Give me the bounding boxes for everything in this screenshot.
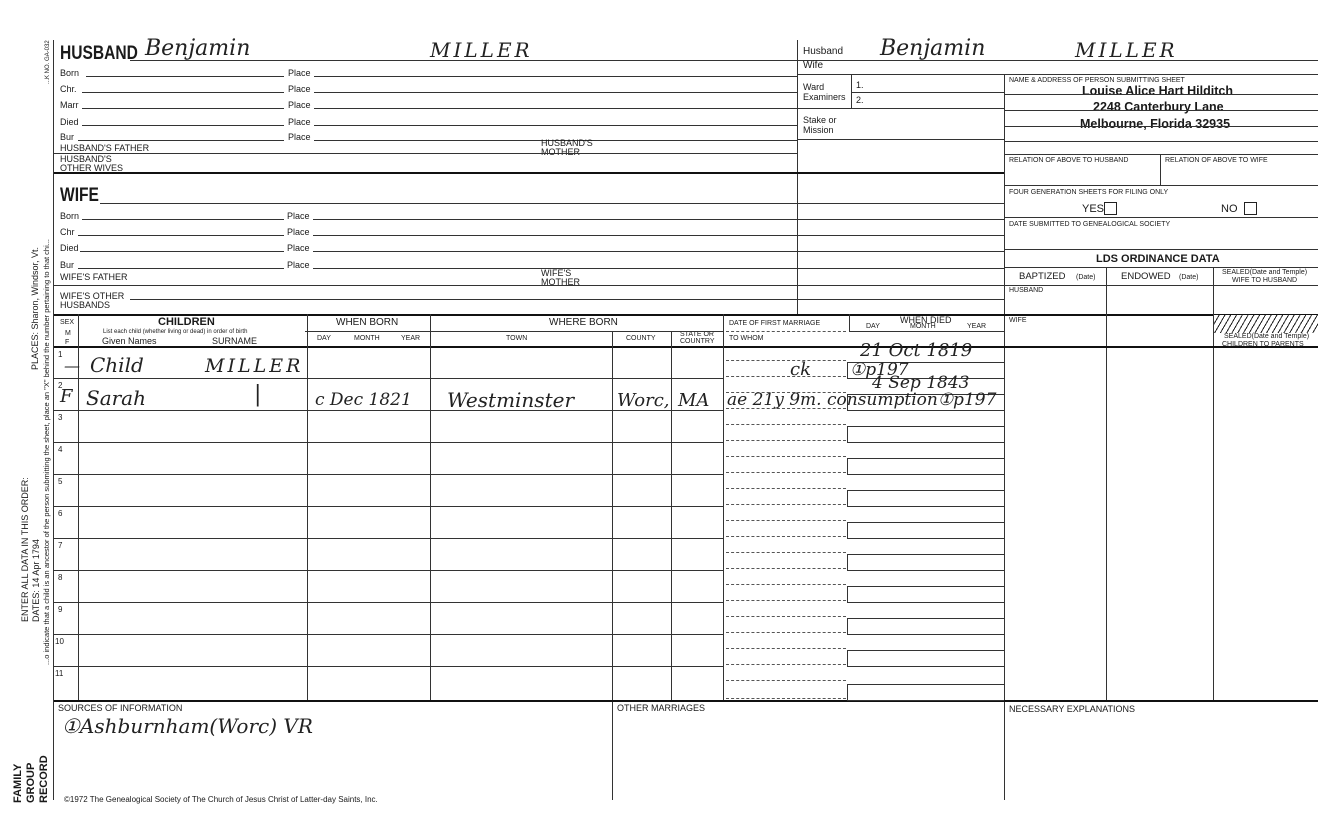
husband-mother-label: HUSBAND'S (541, 138, 593, 148)
margin-places: PLACES: Sharon, Windsor, Vt. (30, 246, 40, 370)
husband-given-name: Benjamin (145, 36, 251, 61)
child-1-surname: MILLER (205, 355, 304, 377)
margin-enter-order: ENTER ALL DATA IN THIS ORDER: (20, 477, 30, 622)
row-number: 11 (55, 669, 64, 678)
ward-label-2: Examiners (803, 92, 846, 102)
husband-chr-label: Chr. (60, 84, 77, 94)
wife-father-label: WIFE'S FATHER (60, 272, 128, 282)
place-label: Place (287, 227, 310, 237)
died-box-edge (847, 554, 848, 570)
sources-label: SOURCES OF INFORMATION (58, 703, 183, 713)
header-wife-label: Wife (803, 60, 823, 71)
header-husband-surname: MILLER (1075, 38, 1178, 62)
child-2-died: 4 Sep 1843 (872, 373, 970, 393)
wife-heading: WIFE (60, 185, 99, 206)
row-number: 8 (58, 573, 63, 582)
year-label: YEAR (401, 335, 421, 342)
wife-born-label: Born (60, 211, 80, 221)
died-base-line (847, 602, 1004, 603)
row-number: 6 (58, 509, 63, 518)
town-label: TOWN (506, 335, 528, 342)
examiner-1: 1. (856, 80, 864, 90)
sealed-children-label-2: CHILDREN TO PARENTS (1222, 341, 1304, 348)
child-2-born: c Dec 1821 (315, 390, 412, 410)
died-base-line (847, 410, 1004, 411)
right-divider (1004, 75, 1005, 800)
sex-f: F (65, 339, 70, 346)
surname-label: SURNAME (212, 336, 258, 346)
to-whom-line (726, 568, 846, 569)
place-label: Place (287, 260, 310, 270)
child-2-surname: | (254, 382, 262, 407)
when-died-label: WHEN DIED (900, 315, 952, 325)
header-husband-given: Benjamin (880, 36, 986, 61)
sources-value: ①Ashburnham(Worc) VR (62, 714, 313, 738)
died-line (847, 618, 1004, 619)
when-born-label: WHEN BORN (336, 317, 399, 328)
other-marriages-label: OTHER MARRIAGES (617, 703, 706, 713)
row-number: 9 (58, 605, 63, 614)
no-label: NO (1221, 203, 1238, 215)
to-whom-line (726, 472, 846, 473)
four-gen-label: FOUR GENERATION SHEETS FOR FILING ONLY (1009, 189, 1169, 196)
died-line (847, 522, 1004, 523)
husband-father-label: HUSBAND'S FATHER (60, 143, 150, 153)
place-label: Place (288, 117, 311, 127)
place-label: Place (287, 243, 310, 253)
row-number: 3 (58, 413, 63, 422)
month-label: MONTH (354, 335, 380, 342)
died-base-line (847, 506, 1004, 507)
to-whom-line (726, 376, 846, 377)
marriage-date-line (726, 584, 846, 585)
relation-husband-label: RELATION OF ABOVE TO HUSBAND (1009, 157, 1129, 164)
died-box-edge (847, 618, 848, 634)
children-note: List each child (whether living or dead) in order of birth (103, 329, 248, 335)
husband-heading: HUSBAND (60, 43, 138, 64)
marriage-date-line (726, 616, 846, 617)
wife-mother-label-2: MOTHER (541, 277, 580, 287)
husband-bur-label: Bur (60, 132, 75, 142)
marriage-date-line (726, 360, 846, 361)
ward-label: Ward (803, 82, 825, 92)
sex-label: SEX (60, 319, 75, 326)
hatched-cell (1214, 315, 1318, 333)
wife-other-husbands-label-2: HUSBANDS (60, 300, 111, 310)
died-box-edge (847, 586, 848, 602)
no-checkbox[interactable] (1244, 202, 1257, 215)
place-label: Place (288, 132, 311, 142)
place-label: Place (287, 211, 310, 221)
sealed-wife-label: SEALED(Date and Temple) (1222, 269, 1308, 276)
child-2-given: Sarah (86, 386, 146, 410)
form-title-3: RECORD (38, 755, 50, 803)
died-line (847, 458, 1004, 459)
wife-chr-label: Chr (60, 227, 75, 237)
center-divider (797, 40, 798, 315)
marriage-date-line (726, 520, 846, 521)
died-box-edge (847, 426, 848, 442)
child-2-state: MA (678, 390, 710, 411)
margin-dates: DATES: 14 Apr 1794 (31, 539, 41, 622)
submitter-label: NAME & ADDRESS OF PERSON SUBMITTING SHEET (1009, 77, 1185, 84)
state-label: STATE OR (680, 331, 714, 338)
wife-other-husbands-label: WIFE'S OTHER (60, 291, 125, 301)
died-base-line (847, 666, 1004, 667)
child-1-sex: — (64, 356, 80, 375)
child-2-town: Westminster (447, 388, 575, 412)
wife-mother-label: WIFE'S (541, 268, 572, 278)
husband-died-label: Died (60, 117, 79, 127)
to-whom-line (726, 600, 846, 601)
husband-surname: MILLER (430, 38, 533, 62)
child-1-died-note: ①p197 (850, 360, 909, 380)
children-label: CHILDREN (158, 316, 215, 328)
child-1-died: 21 Oct 1819 (860, 340, 973, 361)
died-line (847, 586, 1004, 587)
sealed-children-label: SEALED(Date and Temple) (1224, 333, 1310, 340)
state-label-2: COUNTRY (680, 338, 715, 345)
submitter-city: Melbourne, Florida 32935 (1080, 117, 1231, 131)
husband-marr-label: Marr (60, 100, 79, 110)
died-day-label: DAY (866, 323, 880, 330)
yes-label: YES (1082, 203, 1105, 215)
first-marriage-label: DATE OF FIRST MARRIAGE (729, 320, 821, 327)
died-line (847, 426, 1004, 427)
sealed-wife-label-2: WIFE TO HUSBAND (1232, 277, 1298, 284)
marriage-date-line (726, 456, 846, 457)
county-label: COUNTY (626, 335, 656, 342)
child-1-given: Child (90, 353, 144, 377)
marriage-date-line (726, 488, 846, 489)
husband-other-wives-label: HUSBAND'S (60, 154, 112, 164)
husband-born-label: Born (60, 68, 80, 78)
died-box-edge (847, 522, 848, 538)
examiner-2: 2. (856, 95, 864, 105)
lds-husband-label: HUSBAND (1009, 287, 1044, 294)
margin-indicate: ...o indicate that a child is an ancestor of the person submitting the sheet, place an "X" behind the number pertaining to that chi... (42, 238, 51, 665)
stake-label: Stake or (803, 115, 837, 125)
marriage-date-line (726, 680, 846, 681)
died-base-line (847, 474, 1004, 475)
row-number: 5 (58, 477, 63, 486)
died-base-line (847, 538, 1004, 539)
endowed-label: ENDOWED (1121, 271, 1171, 282)
died-line (847, 554, 1004, 555)
left-border (53, 40, 54, 800)
died-box-edge (847, 362, 848, 378)
wife-died-label: Died (60, 243, 79, 253)
died-line (847, 684, 1004, 685)
wife-bur-label: Bur (60, 260, 75, 270)
died-box-edge (847, 458, 848, 474)
marriage-date-line (726, 424, 846, 425)
child-2-marriage: ae 21y 9m. consumption①p197 (727, 390, 997, 410)
marriage-date-line (726, 648, 846, 649)
yes-checkbox[interactable] (1104, 202, 1117, 215)
necessary-explanations-label: NECESSARY EXPLANATIONS (1009, 704, 1136, 714)
to-whom-label: TO WHOM (729, 335, 764, 342)
row-number: 4 (58, 445, 63, 454)
submitter-street: 2248 Canterbury Lane (1093, 100, 1224, 114)
died-base-line (847, 570, 1004, 571)
child-1-marriage: ck (790, 359, 811, 380)
husband-other-wives-label-2: OTHER WIVES (60, 163, 124, 173)
form-number: ...K NO. GA-032 (45, 40, 51, 84)
died-box-edge (847, 650, 848, 666)
place-label: Place (288, 68, 311, 78)
place-label: Place (288, 100, 311, 110)
where-born-label: WHERE BORN (549, 317, 618, 328)
child-2-sex: F (60, 386, 73, 407)
row-number: 2 (58, 381, 63, 390)
died-base-line (847, 442, 1004, 443)
to-whom-line (726, 632, 846, 633)
died-line (847, 490, 1004, 491)
to-whom-line (726, 664, 846, 665)
submitter-name: Louise Alice Hart Hilditch (1082, 84, 1233, 98)
date-submitted-label: DATE SUBMITTED TO GENEALOGICAL SOCIETY (1009, 221, 1171, 228)
died-line (847, 650, 1004, 651)
lds-wife-label: WIFE (1009, 317, 1027, 324)
stake-label-2: Mission (803, 125, 834, 135)
endowed-date: (Date) (1179, 274, 1199, 281)
died-base-line (847, 634, 1004, 635)
row-number: 10 (55, 637, 64, 646)
died-year-label: YEAR (967, 323, 987, 330)
baptized-date: (Date) (1076, 274, 1096, 281)
place-label: Place (288, 84, 311, 94)
lds-title: LDS ORDINANCE DATA (1096, 253, 1220, 265)
to-whom-line (726, 698, 846, 699)
baptized-label: BAPTIZED (1019, 271, 1066, 282)
to-whom-line (726, 536, 846, 537)
died-box-edge (847, 684, 848, 700)
husband-mother-label-2: MOTHER (541, 147, 580, 157)
form-title: FAMILY (12, 763, 24, 803)
copyright: ©1972 The Genealogical Society of The Church of Jesus Christ of Latter-day Saints, Inc. (64, 795, 378, 804)
marriage-date-line (726, 552, 846, 553)
row-number: 7 (58, 541, 63, 550)
form-title-2: GROUP (25, 762, 37, 803)
child-2-county: Worc, (617, 390, 670, 411)
day-label: DAY (317, 335, 331, 342)
relation-wife-label: RELATION OF ABOVE TO WIFE (1165, 157, 1268, 164)
to-whom-line (726, 504, 846, 505)
given-names-label: Given Names (102, 336, 157, 346)
sex-m: M (65, 330, 71, 337)
to-whom-line (726, 440, 846, 441)
row-number: 1 (58, 350, 63, 359)
died-month-label: MONTH (910, 323, 936, 330)
died-base-line (847, 700, 1004, 701)
header-husband-label: Husband (803, 46, 844, 57)
died-box-edge (847, 490, 848, 506)
